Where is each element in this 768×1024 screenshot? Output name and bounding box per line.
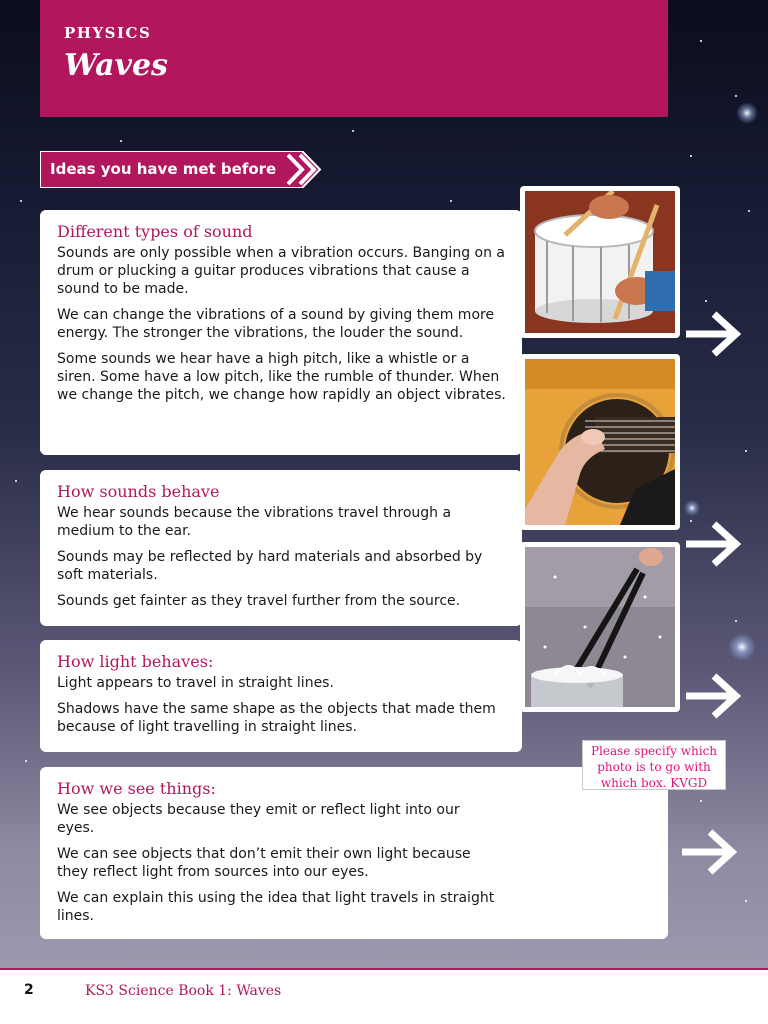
page-number: 2 bbox=[24, 982, 34, 998]
section-box-how-sounds-behave bbox=[40, 470, 522, 626]
section-paragraph: Sounds are only possible when a vibration occurs. Banging on a drum or plucking a guitar produces vibrations that cause a sound to be made. bbox=[57, 245, 505, 297]
drum-photo bbox=[520, 186, 680, 338]
section-paragraph: Sounds get fainter as they travel further from the source. bbox=[57, 593, 461, 609]
section-paragraph: Shadows have the same shape as the objects that made them because of light travelling in straight lines. bbox=[57, 701, 496, 735]
tuning-fork-illustration bbox=[525, 547, 675, 707]
section-paragraph: Light appears to travel in straight lines. bbox=[57, 675, 334, 691]
chapter-header bbox=[40, 0, 668, 117]
section-heading: Different types of sound bbox=[57, 222, 253, 241]
section-box-different-types-of-sound bbox=[40, 210, 522, 455]
arrow-right-icon bbox=[684, 310, 742, 358]
subject-label: PHYSICS bbox=[64, 24, 152, 42]
arrow-right-icon bbox=[684, 672, 742, 720]
section-paragraph: We can see objects that don’t emit their own light because they reflect light from sources into our eyes. bbox=[57, 846, 471, 880]
arrow-right-icon bbox=[684, 520, 742, 568]
chapter-title: Waves bbox=[64, 48, 168, 83]
guitar-photo bbox=[520, 354, 680, 530]
section-paragraph: We can explain this using the idea that light travels in straight lines. bbox=[57, 890, 495, 924]
section-paragraph: We see objects because they emit or reflect light into our eyes. bbox=[57, 802, 460, 836]
editor-note: Please specify which photo is to go with which box. KVGD bbox=[582, 740, 726, 790]
section-heading: How sounds behave bbox=[57, 482, 220, 501]
ribbon-label: Ideas you have met before bbox=[50, 160, 277, 178]
footer-rule bbox=[0, 968, 768, 970]
arrow-right-icon bbox=[680, 828, 738, 876]
footer-book-title: KS3 Science Book 1: Waves bbox=[85, 983, 282, 999]
section-paragraph: Some sounds we hear have a high pitch, like a whistle or a siren. Some have a low pitch, like the rumble of thunder. When we change the pitch, we change how rapidly an object vibrates. bbox=[57, 351, 506, 403]
section-paragraph: We can change the vibrations of a sound by giving them more energy. The stronger the vibrations, the louder the sound. bbox=[57, 307, 495, 341]
section-box-how-light-behaves bbox=[40, 640, 522, 752]
drum-illustration bbox=[525, 191, 675, 333]
section-heading: How light behaves: bbox=[57, 652, 214, 671]
guitar-illustration bbox=[525, 359, 675, 525]
section-heading: How we see things: bbox=[57, 779, 216, 798]
section-paragraph: We hear sounds because the vibrations travel through a medium to the ear. bbox=[57, 505, 452, 539]
section-paragraph: Sounds may be reflected by hard materials and absorbed by soft materials. bbox=[57, 549, 483, 583]
section-ribbon bbox=[40, 151, 322, 188]
section-box-how-we-see-things bbox=[40, 767, 668, 939]
tuning-fork-photo bbox=[520, 542, 680, 712]
